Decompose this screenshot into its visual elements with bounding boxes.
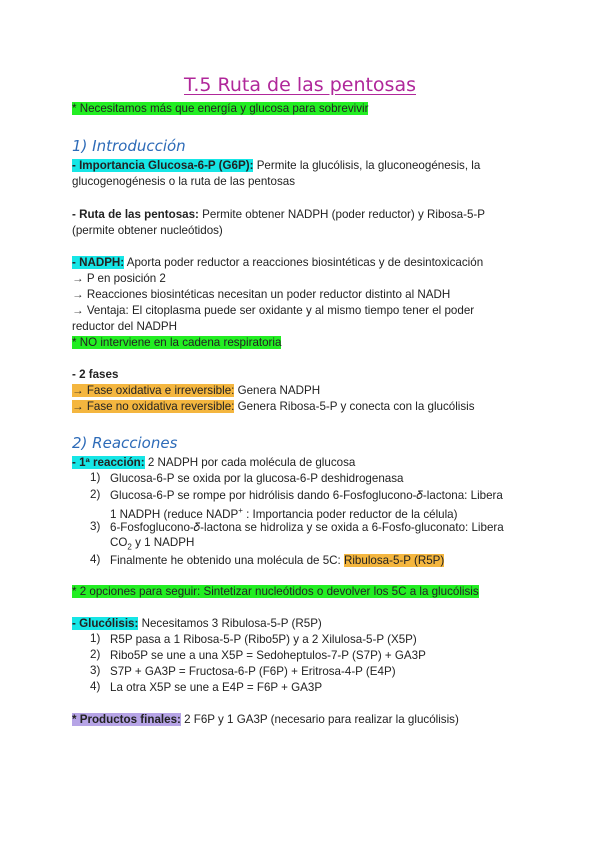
ruta-line-2: (permite obtener nucleótidos) <box>72 224 223 237</box>
gluc-step-text: S7P + GA3P = Fructosa-6-P (F6P) + Eritrosa-4-P (E4P) <box>110 665 396 678</box>
reaccion-1-line: - 1ª reacción: 2 NADPH por cada molécula de glucosa <box>72 456 356 469</box>
nadph-bullet-1: → P en posición 2 <box>72 272 166 285</box>
nadph-bullet-2: → Reacciones biosintéticas necesitan un poder reductor distinto al NADH <box>72 288 451 301</box>
step-number: 4) <box>90 553 101 566</box>
intro-note: * Necesitamos más que energía y glucosa para sobrevivir <box>72 102 369 115</box>
section-heading-reacciones: 2) Reacciones <box>72 434 178 452</box>
g6p-line-2: glucogenogénesis o la ruta de las pentosas <box>72 175 296 188</box>
fase-2: → Fase no oxidativa reversible: Genera Ribosa-5-P y conecta con la glucólisis <box>72 400 475 413</box>
step-number: 3) <box>90 520 101 533</box>
gluc-step-text: La otra X5P se une a E4P = F6P + GA3P <box>110 681 323 694</box>
fases-heading: - 2 fases <box>72 368 119 381</box>
page-title: T.5 Ruta de las pentosas <box>184 74 416 96</box>
step-text-cont: $CO_2$ y 1 NADPH <box>110 536 195 552</box>
step-text: Glucosa-6-P se oxida por la glucosa-6-P deshidrogenasa <box>110 472 404 485</box>
gluc-step-number: 1) <box>90 632 101 645</box>
gluc-step-text: R5P pasa a 1 Ribosa-5-P (Ribo5P) y a 2 Xilulosa-5-P (X5P) <box>110 633 417 646</box>
productos-finales: * Productos finales: 2 F6P y 1 GA3P (necesario para realizar la glucólisis) <box>72 713 459 726</box>
nadph-bullet-3a: → Ventaja: El citoplasma puede ser oxidante y al mismo tiempo tener el poder <box>72 304 475 317</box>
step-text-cont: 1 NADPH (reduce NADP+ : Importancia poder reductor de la célula) <box>110 506 458 521</box>
gluc-step-number: 3) <box>90 664 101 677</box>
fase-1: → Fase oxidativa e irreversible: Genera NADPH <box>72 384 321 397</box>
step-text: Glucosa-6-P se rompe por hidrólisis dando 6-Fosfoglucono-𝛿-lactona: Libera <box>110 489 503 502</box>
glucolisis-line: - Glucólisis: Necesitamos 3 Ribulosa-5-P (R5P) <box>72 617 322 630</box>
options-note: * 2 opciones para seguir: Sintetizar nucleótidos o devolver los 5C a la glucólisis <box>72 585 479 598</box>
nadph-bullet-3b: reductor del NADPH <box>72 320 178 333</box>
gluc-step-text: Ribo5P se une a una X5P = Sedoheptulos-7-P (S7P) + GA3P <box>110 649 426 662</box>
gluc-step-number: 4) <box>90 680 101 693</box>
gluc-step-number: 2) <box>90 648 101 661</box>
nadph-note: * NO interviene en la cadena respiratoria <box>72 336 282 349</box>
section-heading-introduccion: 1) Introducción <box>72 137 186 155</box>
step-number: 1) <box>90 471 101 484</box>
nadph-line: - NADPH: Aporta poder reductor a reacciones biosintéticas y de desintoxicación <box>72 256 484 269</box>
ruta-line-1: - Ruta de las pentosas: Permite obtener NADPH (poder reductor) y Ribosa-5-P <box>72 208 486 221</box>
g6p-line-1: - Importancia Glucosa-6-P (G6P): Permite la glucólisis, la gluconeogénesis, la <box>72 159 481 172</box>
step-text: 6-Fosfoglucono-𝛿-lactona se hidroliza y se oxida a 6-Fosfo-gluconato: Libera <box>110 521 504 534</box>
step-text: Finalmente he obtenido una molécula de 5C: Ribulosa-5-P (R5P) <box>110 554 445 567</box>
step-number: 2) <box>90 488 101 501</box>
